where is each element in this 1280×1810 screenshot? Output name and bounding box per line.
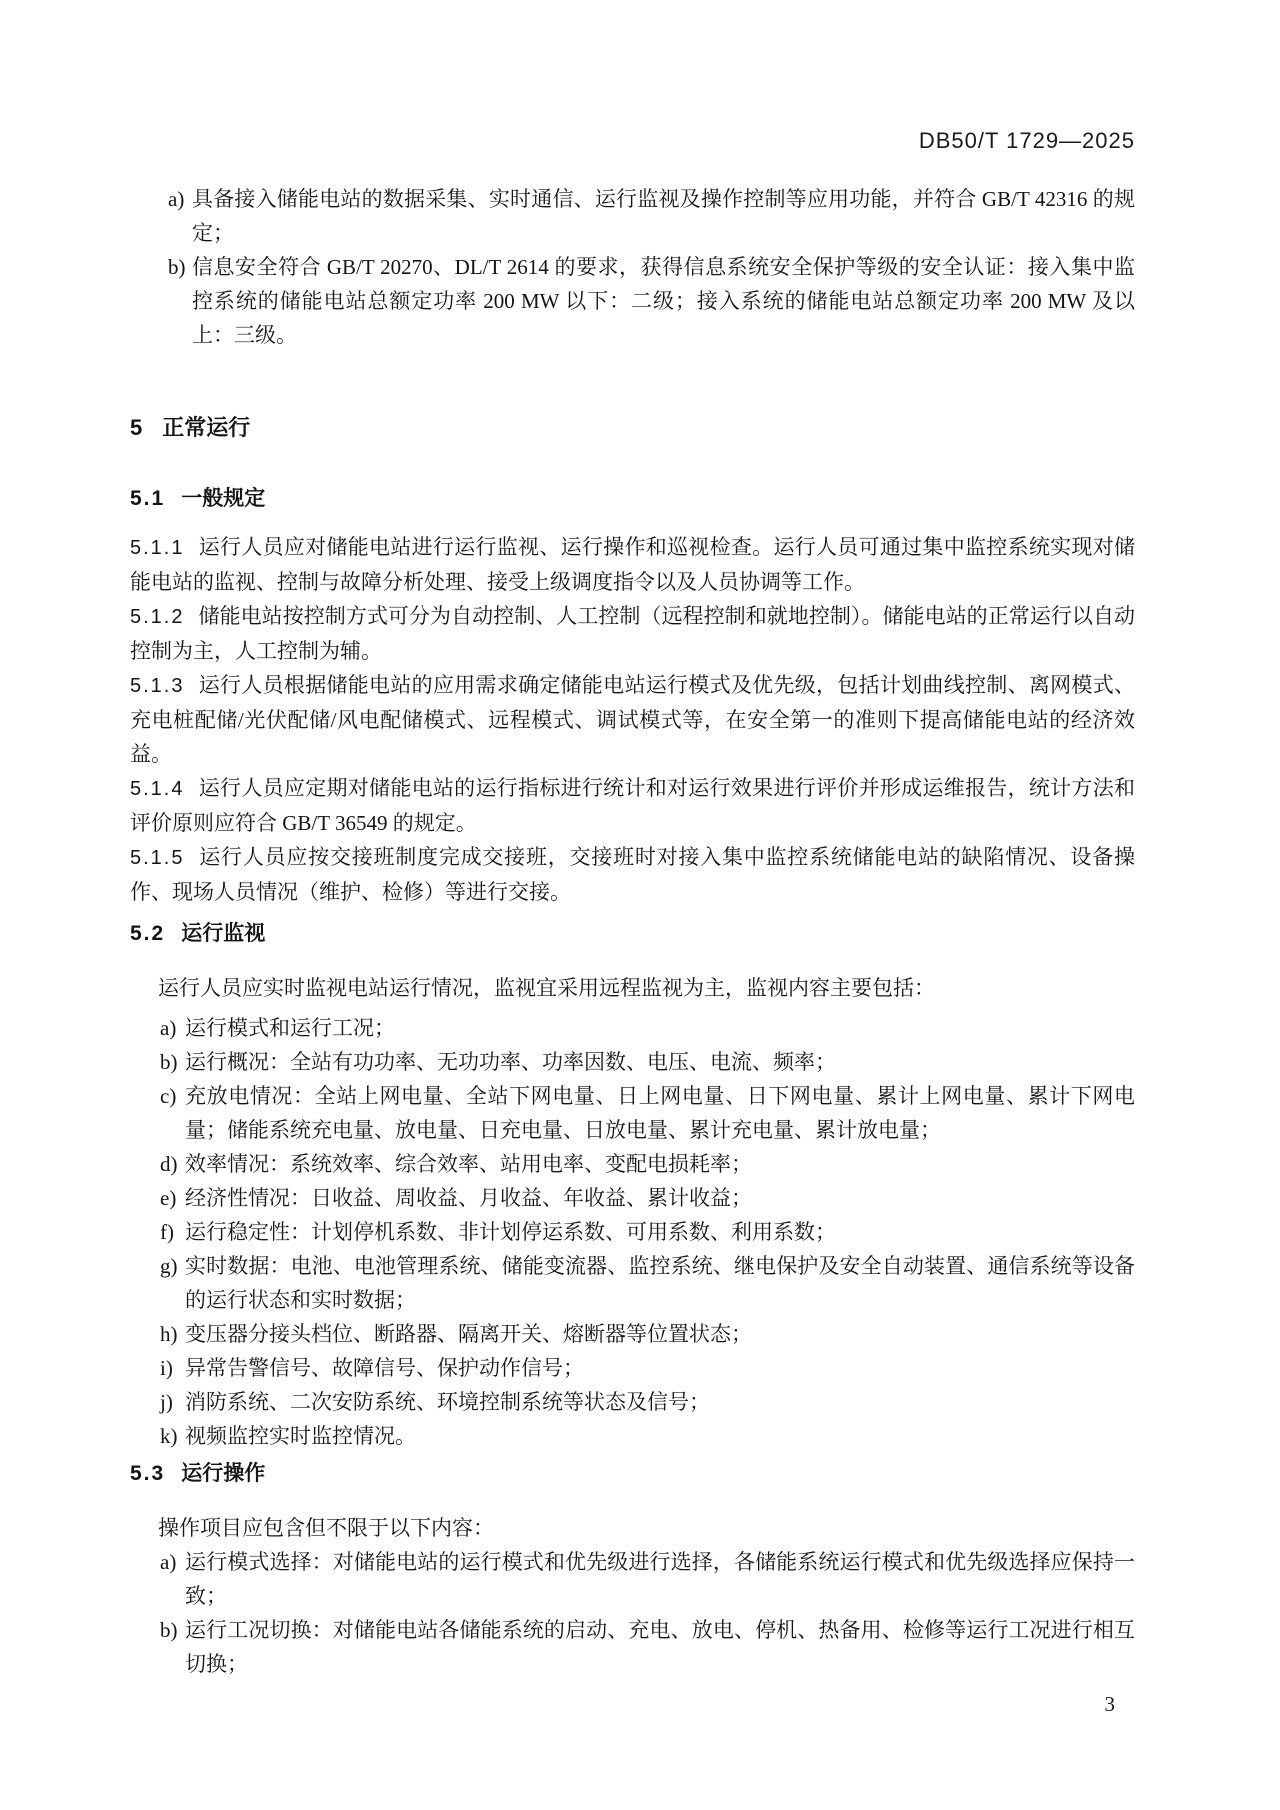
list-item-text: 信息安全符合 GB/T 20270、DL/T 2614 的要求，获得信息系统安全保护等级的安全认证：接入集中监控系统的储能电站总额定功率 200 MW 以下：二级；接入系统的储能电站总额定功率 200 MW 及以上：三级。 [192, 255, 1135, 347]
list-item-text: 充放电情况：全站上网电量、全站下网电量、日上网电量、日下网电量、累计上网电量、累计下网电量；储能系统充电量、放电量、日充电量、日放电量、累计充电量、累计放电量； [185, 1084, 1135, 1142]
section-title: 运行操作 [181, 1462, 266, 1485]
list-item [130, 1385, 1135, 1419]
clause-text: 运行人员应对储能电站进行运行监视、运行操作和巡视检查。运行人员可通过集中监控系统实现对储能电站的监视、控制与故障分析处理、接受上级调度指令以及人员协调等工作。 [130, 535, 1135, 594]
list-item-text: 视频监控实时监控情况。 [185, 1424, 416, 1448]
section-number: 5.1 [130, 487, 166, 510]
list-item [130, 1545, 1135, 1613]
section-heading-5-2 [130, 921, 1135, 947]
list-item [130, 1045, 1135, 1079]
clause-number: 5.1.4 [130, 778, 185, 800]
chapter-title: 正常运行 [162, 415, 251, 440]
list-item-label: e) [160, 1186, 177, 1210]
list-item [130, 1613, 1135, 1681]
list-item-text: 异常告警信号、故障信号、保护动作信号； [185, 1356, 584, 1380]
list-item [130, 1181, 1135, 1215]
list-item-label: i) [160, 1356, 173, 1380]
list-item-label: k) [160, 1424, 178, 1448]
chapter-number: 5 [130, 415, 145, 440]
section-5-3-list [130, 1545, 1135, 1681]
list-item-text: 运行概况：全站有功功率、无功功率、功率因数、电压、电流、频率； [185, 1050, 836, 1074]
list-item-label: j) [160, 1390, 173, 1414]
list-item-label: b) [160, 1050, 178, 1074]
list-item-text: 消防系统、二次安防系统、环境控制系统等状态及信号； [185, 1390, 710, 1414]
section-5-2-intro: 运行人员应实时监视电站运行情况，监视宜采用远程监视为主，监视内容主要包括： [158, 976, 935, 1000]
list-item-label: a) [168, 187, 185, 211]
chapter-heading [130, 414, 1135, 442]
clause-number: 5.1.3 [130, 675, 185, 697]
list-item [130, 1215, 1135, 1249]
list-item [130, 1419, 1135, 1453]
list-item-text: 效率情况：系统效率、综合效率、站用电率、变配电损耗率； [185, 1152, 752, 1176]
section-5-2-list [130, 1011, 1135, 1453]
clause [130, 530, 1135, 599]
section-5-1-clauses [130, 530, 1135, 909]
list-item-text: 经济性情况：日收益、周收益、月收益、年收益、累计收益； [185, 1186, 752, 1210]
list-item-text: 实时数据：电池、电池管理系统、储能变流器、监控系统、继电保护及安全自动装置、通信系统等设备的运行状态和实时数据； [185, 1254, 1135, 1312]
section-heading-5-1 [130, 486, 1135, 512]
section-title: 运行监视 [181, 922, 266, 945]
list-item-label: h) [160, 1322, 178, 1346]
doc-number: DB50/T 1729—2025 [918, 128, 1135, 153]
list-item-label: b) [168, 255, 186, 279]
list-item [130, 1147, 1135, 1181]
list-item [130, 1249, 1135, 1317]
list-item-label: g) [160, 1254, 178, 1278]
list-item-text: 运行工况切换：对储能电站各储能系统的启动、充电、放电、停机、热备用、检修等运行工况进行相互切换； [185, 1618, 1135, 1676]
clause-number: 5.1.1 [130, 537, 185, 559]
list-item-text: 运行模式和运行工况； [185, 1016, 395, 1040]
list-item [130, 250, 1135, 352]
list-item-label: d) [160, 1152, 178, 1176]
section-title: 一般规定 [181, 487, 266, 510]
list-item-label: c) [160, 1084, 177, 1108]
list-item-label: b) [160, 1618, 178, 1642]
clause-text: 运行人员根据储能电站的应用需求确定储能电站运行模式及优先级，包括计划曲线控制、离网模式、充电桩配储/光伏配储/风电配储模式、远程模式、调试模式等，在安全第一的准则下提高储能电站的经济效益。 [130, 673, 1135, 766]
list-item-label: a) [160, 1016, 177, 1040]
section-heading-5-3 [130, 1461, 1135, 1487]
clause-number: 5.1.5 [130, 847, 185, 869]
page-footer [130, 1687, 1135, 1721]
clause-text: 储能电站按控制方式可分为自动控制、人工控制（远程控制和就地控制）。储能电站的正常运行以自动控制为主，人工控制为辅。 [130, 604, 1135, 663]
section-number: 5.3 [130, 1462, 166, 1485]
list-item-text: 具备接入储能电站的数据采集、实时通信、运行监视及操作控制等应用功能，并符合 GB/T 42316 的规定； [192, 187, 1135, 245]
list-item [130, 1317, 1135, 1351]
page-header [130, 128, 1135, 154]
clause-text: 运行人员应按交接班制度完成交接班，交接班时对接入集中监控系统储能电站的缺陷情况、设备操作、现场人员情况（维护、检修）等进行交接。 [130, 845, 1135, 904]
list-item [130, 182, 1135, 250]
list-item-label: f) [160, 1220, 174, 1244]
section-5-3-intro: 操作项目应包含但不限于以下内容： [158, 1516, 494, 1540]
page-number: 3 [1104, 1692, 1115, 1716]
clause [130, 840, 1135, 909]
list-item-text: 运行模式选择：对储能电站的运行模式和优先级进行选择，各储能系统运行模式和优先级选择应保持一致； [185, 1550, 1135, 1608]
clause [130, 668, 1135, 771]
clause-text: 运行人员应定期对储能电站的运行指标进行统计和对运行效果进行评价并形成运维报告，统计方法和评价原则应符合 GB/T 36549 的规定。 [130, 776, 1135, 835]
list-item [130, 1351, 1135, 1385]
list-item [130, 1011, 1135, 1045]
list-item-label: a) [160, 1550, 177, 1574]
clause [130, 599, 1135, 668]
clause-number: 5.1.2 [130, 606, 185, 628]
list-item-text: 运行稳定性：计划停机系数、非计划停运系数、可用系数、利用系数； [185, 1220, 836, 1244]
intro-list [130, 182, 1135, 352]
list-item [130, 1079, 1135, 1147]
list-item-text: 变压器分接头档位、断路器、隔离开关、熔断器等位置状态； [185, 1322, 752, 1346]
section-number: 5.2 [130, 922, 166, 945]
clause [130, 771, 1135, 840]
